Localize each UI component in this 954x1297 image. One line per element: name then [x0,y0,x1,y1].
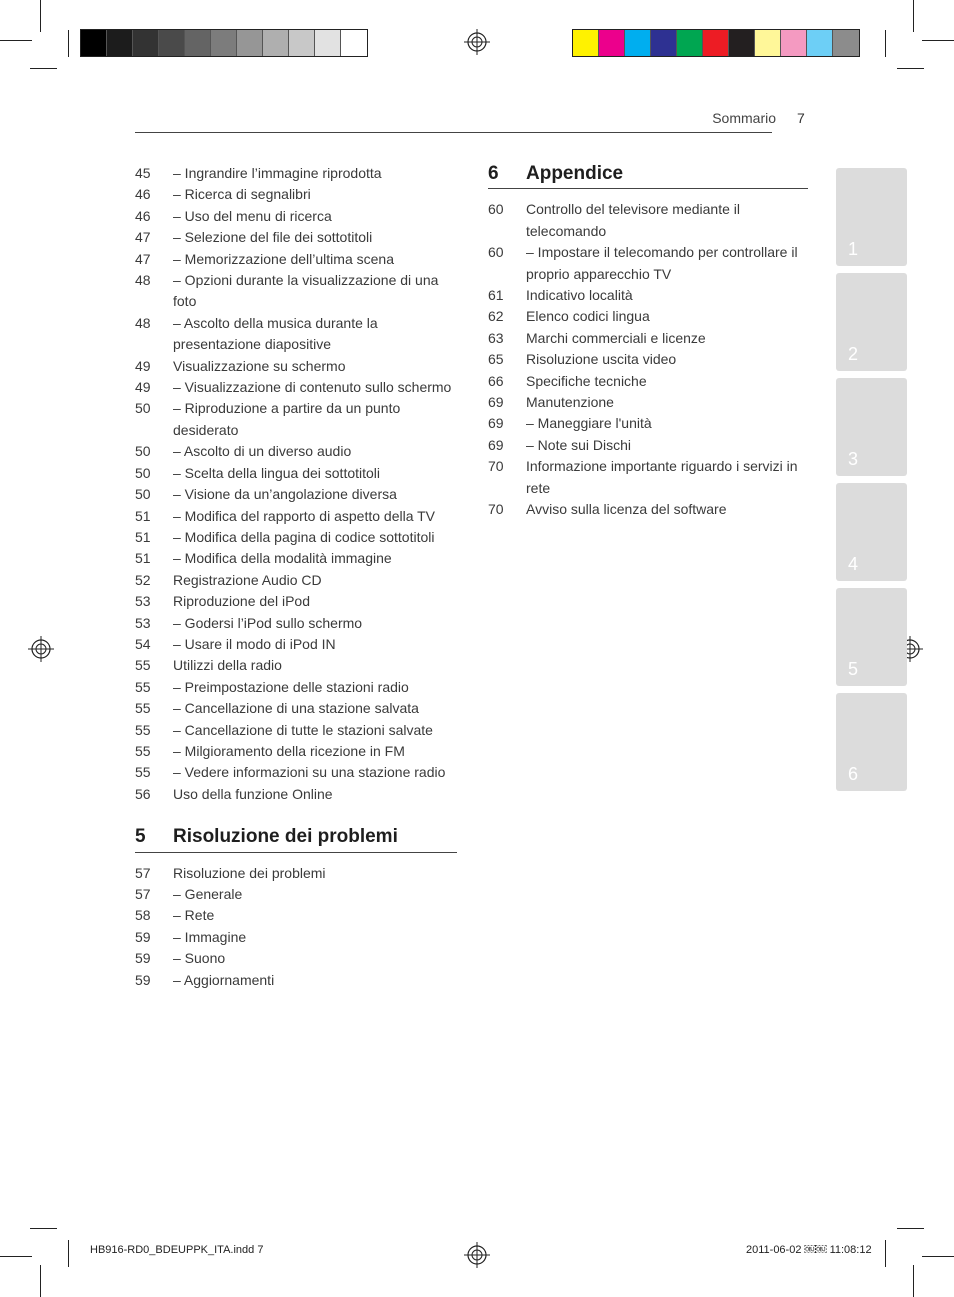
toc-page-number: 51 [135,528,151,545]
toc-entry [488,371,808,392]
section-heading [488,163,808,189]
toc-entry-text: – Modifica del rapporto di aspetto della TV [173,507,436,524]
crop-mark [897,68,924,69]
color-swatch [341,30,367,56]
color-swatch [807,30,833,56]
toc-page-number: 60 [488,201,504,218]
toc-entry [135,948,457,969]
toc-page-number: 56 [135,785,151,802]
registration-target-icon [464,29,490,55]
toc-page-number: 69 [488,436,504,453]
toc-entry [135,677,457,698]
chapter-tab-label: 4 [848,554,859,574]
chapter-tab-1[interactable] [836,168,907,266]
toc-entry [135,527,457,548]
chapter-tab-label: 2 [848,344,859,364]
toc-page-number: 55 [135,700,151,717]
chapter-tab-3[interactable] [836,378,907,476]
toc-entry-text: – Riproduzione a partire da un punto desiderato [173,400,401,438]
toc-page-number: 57 [135,886,151,902]
toc-entry [488,413,808,434]
toc-entry [135,441,457,462]
section-title: Appendice [526,163,624,184]
toc-entry-text: – Ascolto di un diverso audio [173,443,352,460]
crop-mark [40,0,41,32]
toc-entry-text: – Preimpostazione delle stazioni radio [173,678,409,695]
toc-entry [135,206,457,227]
toc-entry-text: – Suono [173,950,226,967]
running-header-title: Sommario [712,110,776,126]
toc-entry-text: – Ascolto della musica durante la presentazione diapositive [173,314,378,353]
crop-mark [68,1240,69,1267]
toc-entry [135,720,457,741]
toc-page-number: 58 [135,907,151,924]
toc-entry [135,270,457,313]
crop-mark [0,1256,32,1257]
color-swatch [677,30,703,56]
toc-entry-text: Controllo del televisore mediante il telecomando [526,201,740,239]
color-swatch [159,30,185,56]
registration-target-icon [28,636,54,662]
section-title: Risoluzione dei problemi [173,826,398,848]
color-swatch [107,30,133,56]
toc-entry-text: Uso della funzione Online [173,785,333,802]
color-swatch [237,30,263,56]
toc-entry-text: Indicativo località [526,287,633,304]
toc-entry [488,456,808,499]
toc-page-number: 46 [135,186,151,203]
toc-entry-text: – Scelta della lingua dei sottotitoli [173,464,381,481]
toc-page-number: 52 [135,571,151,588]
color-swatch [651,30,677,56]
toc-entry-text: – Selezione del file dei sottotitoli [173,229,373,246]
toc-page-number: 50 [135,464,151,481]
toc-entry-text: Visualizzazione su schermo [173,357,346,374]
toc-entry [488,242,808,285]
toc-entry-text: – Milgioramento della ricezione in FM [173,742,405,759]
chapter-tab-2[interactable] [836,273,907,371]
toc-entry [135,313,457,356]
toc-page-number: 65 [488,351,504,368]
crop-mark [885,30,886,57]
color-swatch [755,30,781,56]
toc-page-number: 51 [135,507,151,524]
color-swatch [833,30,859,56]
toc-page-number: 59 [135,928,151,945]
toc-entry [488,392,808,413]
toc-page-number: 62 [488,308,504,325]
toc-entry-text: Registrazione Audio CD [173,571,322,588]
toc-entry [488,349,808,370]
color-swatch [729,30,755,56]
crop-mark [922,40,954,41]
toc-page-number: 53 [135,614,151,631]
color-swatch [703,30,729,56]
toc-entry [135,741,457,762]
toc-page-number: 61 [488,287,504,304]
toc-page-number: 47 [135,229,151,246]
toc-entry-text: – Visualizzazione di contenuto sullo schermo [173,379,452,396]
registration-target-icon [464,1242,490,1268]
chapter-tab-6[interactable] [836,693,907,791]
crop-mark [913,0,914,32]
toc-entry [135,863,457,884]
toc-entry-text: – Impostare il telecomando per controllare il proprio apparecchio TV [526,244,798,282]
section-5 [135,826,457,991]
toc-entry-text: – Opzioni durante la visualizzazione di una foto [173,272,439,310]
toc-page-number: 59 [135,971,151,988]
toc-page-number: 59 [135,950,151,967]
toc-entry-text: – Ricerca di segnalibri [173,186,311,203]
toc-entry [488,285,808,306]
toc-entry-text: – Maneggiare l'unità [526,415,652,432]
chapter-tab-label: 3 [848,449,859,469]
toc-entry [135,927,457,948]
crop-mark [897,1228,924,1229]
color-swatch [211,30,237,56]
toc-entry-text: Riproduzione del iPod [173,593,310,610]
chapter-tab-label: 6 [848,764,859,784]
toc-page-number: 55 [135,721,151,738]
toc-page-number: 53 [135,593,151,610]
toc-entry [135,484,457,505]
toc-entry-text: Risoluzione dei problemi [173,864,326,881]
page-number: 7 [797,110,805,126]
toc-entry-text: Informazione importante riguardo i servizi in rete [526,458,798,496]
toc-right-column [488,163,808,521]
toc-entry [135,506,457,527]
toc-entry-text: – Vedere informazioni su una stazione radio [173,764,446,781]
toc-page-number: 66 [488,372,504,389]
toc-entry-text: – Aggiornamenti [173,971,275,988]
color-swatch [133,30,159,56]
toc-page-number: 47 [135,250,151,267]
toc-entry-text: – Modifica della modalità immagine [173,550,392,567]
toc-entry [488,435,808,456]
color-swatch [573,30,599,56]
toc-entry-text: Avviso sulla licenza del software [526,501,727,518]
color-swatch [263,30,289,56]
toc-entry-text: – Ingrandire l’immagine riprodotta [173,165,382,181]
toc-entry-text: – Visione da un’angolazione diversa [173,486,397,503]
toc-entry [135,570,457,591]
crop-mark [68,30,69,57]
toc-entry-text: Risoluzione uscita video [526,351,677,368]
color-swatch [81,30,107,56]
chapter-tab-5[interactable] [836,588,907,686]
section-number: 5 [135,826,146,848]
toc-entry [135,249,457,270]
color-swatch [289,30,315,56]
toc-page-number: 69 [488,394,504,411]
toc-entry [135,655,457,676]
toc-page-number: 54 [135,635,151,652]
toc-entry-text: – Note sui Dischi [526,436,632,453]
toc-entry [135,698,457,719]
crop-mark [0,40,32,41]
toc-page-number: 45 [135,165,151,181]
toc-entry-text: – Uso del menu di ricerca [173,207,332,224]
toc-entry [488,199,808,242]
toc-entry [135,591,457,612]
toc-page-number: 50 [135,400,151,417]
toc-entry [135,356,457,377]
toc-page-number: 50 [135,486,151,503]
chapter-tab-4[interactable] [836,483,907,581]
toc-entry [488,499,808,520]
crop-mark [30,68,57,69]
toc-page-number: 55 [135,657,151,674]
toc-entry [135,762,457,783]
toc-list [488,199,808,520]
toc-entry [135,163,457,184]
toc-entry-text: – Cancellazione di una stazione salvata [173,700,419,717]
crop-mark [885,1240,886,1267]
toc-entry-text: – Modifica della pagina di codice sottotitoli [173,528,435,545]
toc-entry [135,463,457,484]
toc-page-number: 48 [135,314,151,331]
color-swatch [599,30,625,56]
toc-entry-text: Utilizzi della radio [173,657,282,674]
color-swatch [185,30,211,56]
chapter-tab-label: 1 [848,239,859,259]
toc-entry [135,905,457,926]
footer-file-name: HB916-RD0_BDEUPPK_ITA.indd 7 [90,1244,264,1256]
toc-entry [135,377,457,398]
toc-entry [135,398,457,441]
toc-page-number: 48 [135,272,151,289]
section-heading [135,826,457,852]
toc-page-number: 46 [135,207,151,224]
color-swatch [315,30,341,56]
toc-page-number: 70 [488,458,504,475]
section-number: 6 [488,163,499,184]
color-swatch [625,30,651,56]
toc-entry [135,634,457,655]
toc-entry-text: Elenco codici lingua [526,308,650,325]
toc-entry-text: – Memorizzazione dell’ultima scena [173,250,394,267]
crop-mark [913,1265,914,1297]
toc-page-number: 69 [488,415,504,432]
toc-entry-text: – Godersi l’iPod sullo schermo [173,614,363,631]
toc-entry [135,784,457,805]
toc-page-number: 57 [135,864,151,881]
crop-mark [30,1228,57,1229]
toc-page-number: 55 [135,678,151,695]
toc-page-number: 63 [488,329,504,346]
toc-entry [135,970,457,991]
toc-entry-text: – Cancellazione di tutte le stazioni salvate [173,721,433,738]
toc-entry [488,306,808,327]
toc-entry-text: – Rete [173,907,215,924]
header-rule [135,132,772,133]
toc-entry-text: Marchi commerciali e licenze [526,329,706,346]
toc-page-number: 60 [488,244,504,261]
toc-page-number: 49 [135,357,151,374]
toc-entry-text: – Usare il modo di iPod IN [173,635,336,652]
toc-entry [135,548,457,569]
chapter-tab-label: 5 [848,659,859,679]
toc-page-number: 55 [135,742,151,759]
crop-mark [922,1256,954,1257]
grayscale-color-bar [80,29,368,57]
toc-list [135,863,457,991]
toc-page-number: 70 [488,501,504,518]
toc-page-number: 50 [135,443,151,460]
toc-left-column [135,163,457,991]
toc-entry [135,227,457,248]
toc-entry-text: Specifiche tecniche [526,372,647,389]
toc-entry [135,184,457,205]
toc-page-number: 49 [135,379,151,396]
toc-list [135,163,457,805]
crop-mark [40,1265,41,1297]
color-swatch [781,30,807,56]
toc-entry-text: – Generale [173,886,243,902]
toc-entry-text: – Immagine [173,928,247,945]
toc-page-number: 51 [135,550,151,567]
toc-entry [488,328,808,349]
toc-entry [135,613,457,634]
footer-datetime: 2011-06-02 ￼￼ 11:08:12 [746,1244,872,1256]
toc-page-number: 55 [135,764,151,781]
toc-entry-text: Manutenzione [526,394,614,411]
process-color-bar [572,29,860,57]
toc-entry [135,884,457,905]
